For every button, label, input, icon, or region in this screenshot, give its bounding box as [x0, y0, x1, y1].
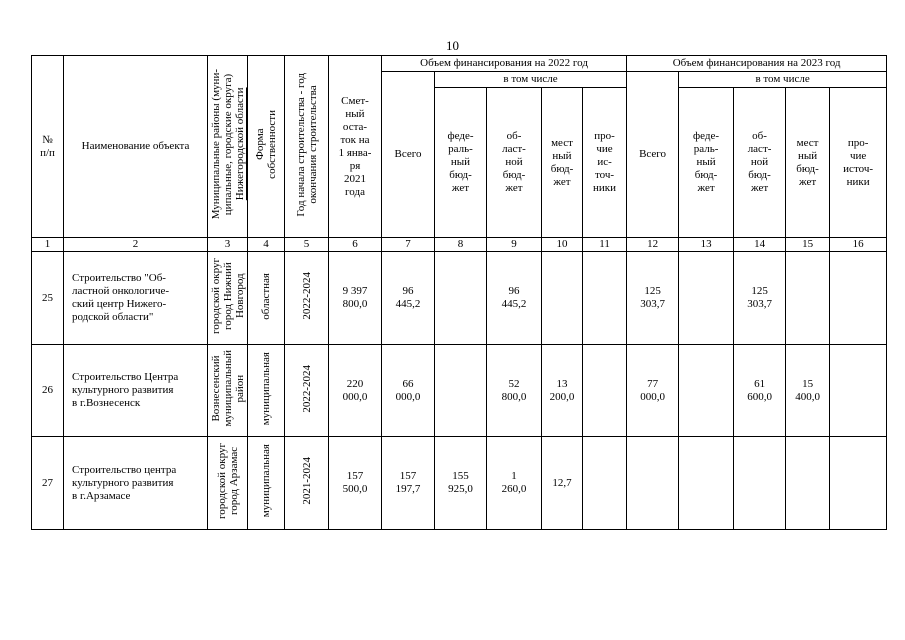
column-number: 11	[583, 238, 627, 252]
row-federal-2022	[435, 345, 487, 437]
header-other-2023: про- чие источ- ники	[830, 88, 887, 238]
row-local-2023	[786, 252, 830, 345]
column-number: 7	[382, 238, 435, 252]
column-number: 13	[679, 238, 734, 252]
table-row	[32, 437, 887, 530]
row-num: 25	[32, 252, 64, 345]
row-federal-2023	[679, 252, 734, 345]
header-municipality: Муниципальные районы (муни- ципальные, городские округа) Нижегородской области	[208, 56, 248, 238]
row-local-2022: 12,7	[542, 437, 583, 530]
column-number: 6	[329, 238, 382, 252]
header-local-2022: мест ный бюд- жет	[542, 88, 583, 238]
row-years: 2022-2024	[285, 252, 329, 345]
row-local-2022	[542, 252, 583, 345]
row-name: Строительство центра культурного развития в г.Арзамасе	[64, 437, 208, 530]
row-num: 27	[32, 437, 64, 530]
header-including-2022: в том числе	[435, 72, 627, 88]
row-total-2022: 157 197,7	[382, 437, 435, 530]
header-other-2022: про- чие ис- точ- ники	[583, 88, 627, 238]
row-ownership: муниципальная	[248, 345, 285, 437]
column-number: 4	[248, 238, 285, 252]
header-total-2023: Всего	[627, 72, 679, 238]
row-federal-2022	[435, 252, 487, 345]
row-local-2023	[786, 437, 830, 530]
header-regional-2022: об- ласт- ной бюд- жет	[487, 88, 542, 238]
row-regional-2023: 61 600,0	[734, 345, 786, 437]
row-regional-2022: 52 800,0	[487, 345, 542, 437]
header-name: Наименование объекта	[64, 56, 208, 238]
column-number: 15	[786, 238, 830, 252]
header-fin-2023: Объем финансирования на 2023 год	[627, 56, 887, 72]
header-balance: Смет- ный оста- ток на 1 янва- ря 2021 года	[329, 56, 382, 238]
header-fin-2022: Объем финансирования на 2022 год	[382, 56, 627, 72]
header-including-2023: в том числе	[679, 72, 887, 88]
row-num: 26	[32, 345, 64, 437]
header-years: Год начала строительства - год окончания строительства	[285, 56, 329, 238]
row-other-2022	[583, 252, 627, 345]
column-number: 1	[32, 238, 64, 252]
row-total-2023	[627, 437, 679, 530]
column-number: 3	[208, 238, 248, 252]
row-other-2023	[830, 252, 887, 345]
row-municipality: городской округ город Арзамас	[208, 437, 248, 530]
header-local-2023: мест ный бюд- жет	[786, 88, 830, 238]
row-other-2022	[583, 437, 627, 530]
row-other-2023	[830, 437, 887, 530]
table-row	[32, 252, 887, 345]
row-total-2022: 66 000,0	[382, 345, 435, 437]
row-local-2023: 15 400,0	[786, 345, 830, 437]
row-years: 2021-2024	[285, 437, 329, 530]
header-federal-2022: феде- раль- ный бюд- жет	[435, 88, 487, 238]
row-total-2023: 125 303,7	[627, 252, 679, 345]
column-number: 5	[285, 238, 329, 252]
row-ownership: областная	[248, 252, 285, 345]
header-federal-2023: феде- раль- ный бюд- жет	[679, 88, 734, 238]
row-municipality: городской округ город Нижний Новгород	[208, 252, 248, 345]
row-balance: 9 397 800,0	[329, 252, 382, 345]
row-total-2022: 96 445,2	[382, 252, 435, 345]
row-name: Строительство "Об- ластной онкологиче- ский центр Нижего- родской области"	[64, 252, 208, 345]
row-ownership: муниципальная	[248, 437, 285, 530]
row-total-2023: 77 000,0	[627, 345, 679, 437]
header-num: № п/п	[32, 56, 64, 238]
row-name: Строительство Центра культурного развития в г.Вознесенск	[64, 345, 208, 437]
header-regional-2023: об- ласт- ной бюд- жет	[734, 88, 786, 238]
column-number: 16	[830, 238, 887, 252]
row-federal-2023	[679, 345, 734, 437]
row-regional-2022: 1 260,0	[487, 437, 542, 530]
page-number: 10	[446, 38, 459, 53]
column-number: 10	[542, 238, 583, 252]
row-years: 2022-2024	[285, 345, 329, 437]
column-number: 12	[627, 238, 679, 252]
row-municipality: Вознесенский муниципальный район	[208, 345, 248, 437]
row-balance: 220 000,0	[329, 345, 382, 437]
row-balance: 157 500,0	[329, 437, 382, 530]
column-number: 2	[64, 238, 208, 252]
financing-table	[31, 55, 887, 530]
column-number: 9	[487, 238, 542, 252]
row-federal-2022: 155 925,0	[435, 437, 487, 530]
header-total-2022: Всего	[382, 72, 435, 238]
row-regional-2023	[734, 437, 786, 530]
table-row	[32, 345, 887, 437]
row-regional-2022: 96 445,2	[487, 252, 542, 345]
header-ownership: Форма собственности	[248, 56, 285, 238]
column-number: 14	[734, 238, 786, 252]
row-other-2022	[583, 345, 627, 437]
row-local-2022: 13 200,0	[542, 345, 583, 437]
column-number: 8	[435, 238, 487, 252]
row-regional-2023: 125 303,7	[734, 252, 786, 345]
row-federal-2023	[679, 437, 734, 530]
row-other-2023	[830, 345, 887, 437]
